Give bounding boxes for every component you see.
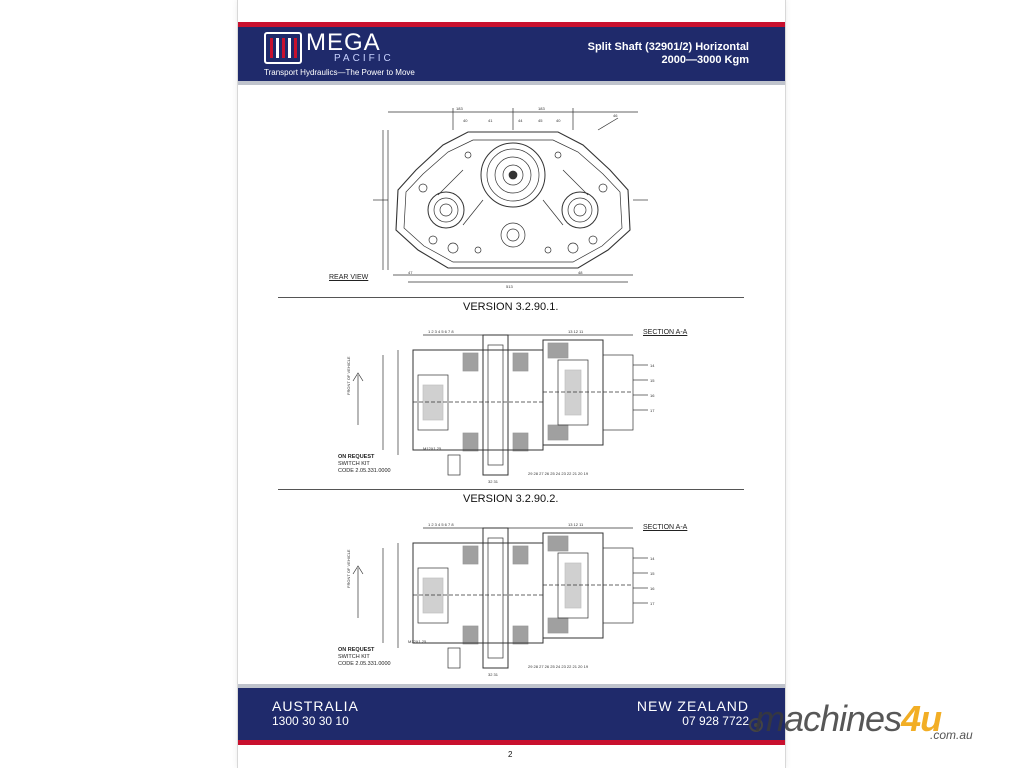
title-line-2: 2000—3000 Kgm <box>661 54 749 66</box>
mega-pacific-logo-icon <box>264 32 302 64</box>
switch-kit-code: CODE 2.05.331.0000 <box>338 468 391 474</box>
svg-text:16: 16 <box>650 586 655 591</box>
separator-line-1 <box>278 297 744 298</box>
svg-text:48: 48 <box>578 270 583 275</box>
svg-text:29 28 27 26 25 24 23 22 21 20: 29 28 27 26 25 24 23 22 21 20 19 <box>528 471 589 476</box>
svg-text:15: 15 <box>650 571 655 576</box>
svg-text:15: 15 <box>650 378 655 383</box>
document-title <box>588 41 749 67</box>
footer-phone-left: 1300 30 30 10 <box>272 714 349 728</box>
svg-text:17: 17 <box>650 408 655 413</box>
svg-text:32 31: 32 31 <box>488 672 499 677</box>
svg-text:41: 41 <box>488 118 493 123</box>
svg-text:40: 40 <box>556 118 561 123</box>
svg-text:13 12 11: 13 12 11 <box>568 329 584 334</box>
brand-tagline: Transport Hydraulics—The Power to Move <box>264 68 415 77</box>
version-2-title: VERSION 3.2.90.2. <box>463 493 559 505</box>
rear-view-drawing <box>238 100 785 290</box>
svg-text:32 31: 32 31 <box>488 479 499 484</box>
version-1-section-drawing <box>238 325 785 485</box>
version-2-section-drawing <box>238 518 785 678</box>
svg-text:513: 513 <box>506 284 513 289</box>
svg-text:14: 14 <box>650 556 655 561</box>
footer-country-right: NEW ZEALAND <box>636 698 749 714</box>
svg-text:14: 14 <box>650 363 655 368</box>
svg-text:46: 46 <box>613 113 618 118</box>
svg-text:183: 183 <box>538 106 545 111</box>
svg-text:FRONT OF VEHICLE: FRONT OF VEHICLE <box>346 356 351 395</box>
svg-text:17: 17 <box>650 601 655 606</box>
on-request-label: ON REQUEST <box>338 454 375 460</box>
footer-banner <box>238 688 785 740</box>
svg-text:FRONT OF VEHICLE: FRONT OF VEHICLE <box>346 549 351 588</box>
header-banner <box>238 27 785 81</box>
on-request-block-2 <box>338 647 391 668</box>
on-request-block-1 <box>338 454 391 475</box>
svg-text:45: 45 <box>538 118 543 123</box>
switch-kit-label: SWITCH KIT <box>338 461 370 467</box>
svg-text:47: 47 <box>408 270 413 275</box>
svg-text:M12X1.25: M12X1.25 <box>423 446 442 451</box>
rear-view-label: REAR VIEW <box>329 274 369 281</box>
watermark-prefix: machines <box>755 698 902 739</box>
svg-text:29 28 27 26 25 24 23 22 21 20: 29 28 27 26 25 24 23 22 21 20 19 <box>528 664 589 669</box>
footer-red-stripe <box>238 740 785 745</box>
document-page <box>237 0 786 768</box>
svg-text:M12X1.25: M12X1.25 <box>408 639 427 644</box>
svg-text:44: 44 <box>518 118 523 123</box>
brand-subname: PACIFIC <box>334 53 394 64</box>
watermark-highlight: 4u <box>901 698 942 739</box>
on-request-label: ON REQUEST <box>338 647 375 653</box>
version-1-title: VERSION 3.2.90.1. <box>463 301 559 313</box>
footer-phone-right: 07 928 7722 <box>682 714 749 728</box>
page-number: 2 <box>508 750 513 759</box>
section-label-2: SECTION A-A <box>643 524 688 531</box>
watermark-domain: .com.au <box>930 728 973 742</box>
section-label-1: SECTION A-A <box>643 329 688 336</box>
svg-text:1 2 3 4 5 6 7 8: 1 2 3 4 5 6 7 8 <box>428 329 454 334</box>
svg-text:13 12 11: 13 12 11 <box>568 522 584 527</box>
footer-country-left: AUSTRALIA <box>272 698 359 714</box>
switch-kit-code: CODE 2.05.331.0000 <box>338 661 391 667</box>
svg-text:183: 183 <box>456 106 463 111</box>
separator-line-2 <box>278 489 744 490</box>
title-line-1: Split Shaft (32901/2) Horizontal <box>587 41 749 53</box>
svg-text:40: 40 <box>463 118 468 123</box>
svg-text:1 2 3 4 5 6 7 8: 1 2 3 4 5 6 7 8 <box>428 522 454 527</box>
switch-kit-label: SWITCH KIT <box>338 654 370 660</box>
header-grey-stripe <box>238 81 785 85</box>
brand-name: MEGA <box>306 29 381 56</box>
svg-text:16: 16 <box>650 393 655 398</box>
watermark-logo <box>755 698 941 740</box>
